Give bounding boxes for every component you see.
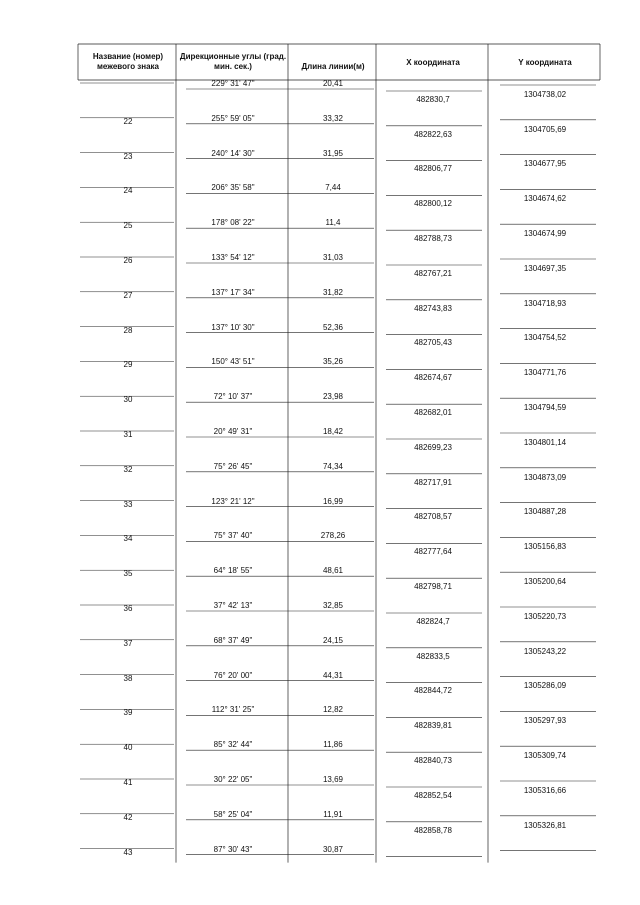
- length-cell: 23,98: [322, 392, 344, 402]
- x-coordinate-cell: 482840,73: [414, 756, 452, 765]
- length-cell: 44,31: [322, 670, 344, 680]
- angle-cell: 58° 25' 04": [213, 809, 253, 819]
- angle-cell: 133° 54' 12": [211, 253, 255, 262]
- y-coordinate-cell: 1304705,69: [523, 124, 567, 134]
- x-coordinate-cell: 482858,78: [414, 825, 452, 835]
- length-cell: 11,4: [325, 218, 341, 228]
- length-cell: 33,32: [322, 113, 344, 123]
- angle-cell: 229° 31' 47": [211, 79, 255, 88]
- length-cell: 30,87: [322, 844, 344, 854]
- length-cell: 18,42: [322, 427, 344, 436]
- vertex-name-cell: 32: [123, 464, 133, 474]
- y-coordinate-cell: 1304771,76: [523, 368, 567, 378]
- y-coordinate-cell: 1304697,35: [523, 263, 567, 273]
- angle-cell: 85° 32' 44": [213, 740, 253, 750]
- header-angle-text: Дирекционные углы (град. мин. сек.): [179, 52, 287, 71]
- y-coordinate-cell: 1304873,09: [523, 472, 567, 482]
- length-cell: 11,86: [323, 740, 343, 750]
- x-coordinate-cell: 482717,91: [414, 477, 452, 487]
- angle-cell: 137° 17' 34": [211, 287, 255, 297]
- y-coordinate-cell: 1304674,62: [523, 194, 567, 204]
- angle-cell: 64° 18' 55": [213, 566, 253, 576]
- y-coordinate-cell: 1304718,93: [523, 298, 567, 308]
- length-cell: 24,15: [322, 635, 344, 645]
- vertex-name-cell: 39: [123, 708, 133, 718]
- y-coordinate-cell: 1304887,28: [523, 507, 567, 517]
- vertex-name-cell: 24: [123, 186, 133, 196]
- x-coordinate-cell: 482822,63: [414, 129, 452, 139]
- angle-cell: 30° 22' 05": [213, 775, 253, 784]
- angle-cell: 150° 43' 51": [211, 357, 255, 367]
- header-y: Y координата: [518, 58, 572, 67]
- y-coordinate-cell: 1304754,52: [523, 333, 567, 343]
- angle-cell: 75° 26' 45": [213, 461, 253, 471]
- vertex-name-cell: 22: [123, 116, 133, 126]
- vertex-name-cell: 25: [123, 221, 133, 231]
- vertex-name-cell: 33: [123, 499, 133, 509]
- x-coordinate-cell: 482839,81: [414, 721, 452, 731]
- header-length: Длина линии(м): [301, 62, 365, 71]
- length-cell: 278,26: [320, 531, 346, 541]
- x-coordinate-cell: 482833,5: [416, 651, 450, 661]
- vertex-name-cell: 43: [123, 847, 133, 857]
- x-coordinate-cell: 482806,77: [414, 164, 452, 174]
- length-cell: 16,99: [322, 496, 344, 506]
- vertex-name-cell: 42: [123, 812, 133, 822]
- y-coordinate-cell: 1304801,14: [523, 437, 567, 447]
- vertex-name-cell: 27: [123, 290, 133, 300]
- length-cell: 31,03: [322, 253, 344, 262]
- angle-cell: 137° 10' 30": [211, 322, 255, 332]
- length-cell: 7,44: [325, 183, 341, 193]
- angle-cell: 178° 08' 22": [211, 218, 255, 228]
- y-coordinate-cell: 1305243,22: [523, 646, 567, 656]
- vertex-name-cell: 34: [123, 534, 133, 544]
- x-coordinate-cell: 482788,73: [414, 234, 452, 243]
- x-coordinate-cell: 482798,71: [414, 582, 452, 591]
- y-coordinate-cell: 1305156,83: [523, 542, 567, 552]
- x-coordinate-cell: 482674,67: [414, 373, 452, 383]
- length-cell: 13,69: [322, 775, 344, 784]
- x-coordinate-cell: 482777,64: [414, 547, 452, 557]
- angle-cell: 20° 49' 31": [213, 427, 253, 436]
- x-coordinate-cell: 482743,83: [414, 303, 452, 313]
- angle-cell: 75° 37' 40": [213, 531, 253, 541]
- x-coordinate-cell: 482705,43: [414, 338, 452, 348]
- x-coordinate-cell: 482699,23: [414, 442, 452, 452]
- vertex-name-cell: 28: [123, 325, 133, 335]
- vertex-name-cell: 31: [123, 430, 133, 439]
- angle-cell: 123° 21' 12": [211, 496, 255, 506]
- x-coordinate-cell: 482767,21: [414, 268, 452, 278]
- angle-cell: 72° 10' 37": [213, 392, 253, 402]
- y-coordinate-cell: 1305286,09: [523, 681, 567, 691]
- vertex-name-cell: 41: [123, 778, 133, 787]
- length-cell: 52,36: [322, 322, 344, 332]
- angle-cell: 255° 59' 05": [211, 113, 255, 123]
- length-cell: 31,82: [322, 287, 344, 297]
- y-coordinate-cell: 1305220,73: [523, 611, 567, 621]
- vertex-name-cell: 29: [123, 360, 133, 370]
- vertex-name-cell: 37: [123, 638, 133, 648]
- x-coordinate-cell: 482830,7: [416, 94, 450, 104]
- angle-cell: 112° 31' 25": [211, 705, 255, 715]
- vertex-name-cell: 40: [123, 743, 133, 753]
- x-coordinate-cell: 482708,57: [414, 512, 452, 522]
- y-coordinate-cell: 1304794,59: [523, 403, 567, 412]
- length-cell: 74,34: [322, 461, 344, 471]
- angle-cell: 37° 42' 13": [213, 601, 253, 610]
- x-coordinate-cell: 482852,54: [414, 790, 452, 800]
- vertex-name-cell: 26: [123, 256, 133, 265]
- length-cell: 48,61: [322, 566, 344, 576]
- length-cell: 20,41: [322, 79, 344, 88]
- vertex-name-cell: 30: [123, 395, 133, 405]
- angle-cell: 240° 14' 30": [211, 148, 255, 158]
- y-coordinate-cell: 1304674,99: [523, 229, 567, 238]
- vertex-name-cell: 23: [123, 151, 133, 161]
- y-coordinate-cell: 1304738,02: [523, 89, 567, 99]
- length-cell: 12,82: [322, 705, 344, 715]
- angle-cell: 76° 20' 00": [213, 670, 253, 680]
- length-cell: 11,91: [323, 809, 343, 819]
- y-coordinate-cell: 1305316,66: [523, 785, 567, 795]
- length-cell: 32,85: [322, 601, 344, 610]
- header-angle: [178, 52, 288, 72]
- y-coordinate-cell: 1305309,74: [523, 751, 567, 760]
- length-cell: 35,26: [322, 357, 344, 367]
- header-name-text: Название (номер) межевого знака: [92, 52, 164, 71]
- vertex-name-cell: 36: [123, 604, 133, 613]
- angle-cell: 68° 37' 49": [213, 635, 253, 645]
- angle-cell: 87° 30' 43": [213, 844, 253, 854]
- angle-cell: 206° 35' 58": [211, 183, 255, 193]
- x-coordinate-cell: 482800,12: [414, 199, 452, 209]
- y-coordinate-cell: 1305326,81: [523, 820, 567, 830]
- header-name: [80, 52, 176, 72]
- vertex-name-cell: 38: [123, 673, 133, 683]
- header-x: X координата: [406, 58, 460, 67]
- length-cell: 31,95: [322, 148, 344, 158]
- y-coordinate-cell: 1305200,64: [523, 577, 567, 586]
- vertex-name-cell: 35: [123, 569, 133, 579]
- x-coordinate-cell: 482682,01: [414, 408, 452, 417]
- y-coordinate-cell: 1304677,95: [523, 159, 567, 169]
- y-coordinate-cell: 1305297,93: [523, 716, 567, 726]
- x-coordinate-cell: 482844,72: [414, 686, 452, 696]
- x-coordinate-cell: 482824,7: [416, 616, 450, 626]
